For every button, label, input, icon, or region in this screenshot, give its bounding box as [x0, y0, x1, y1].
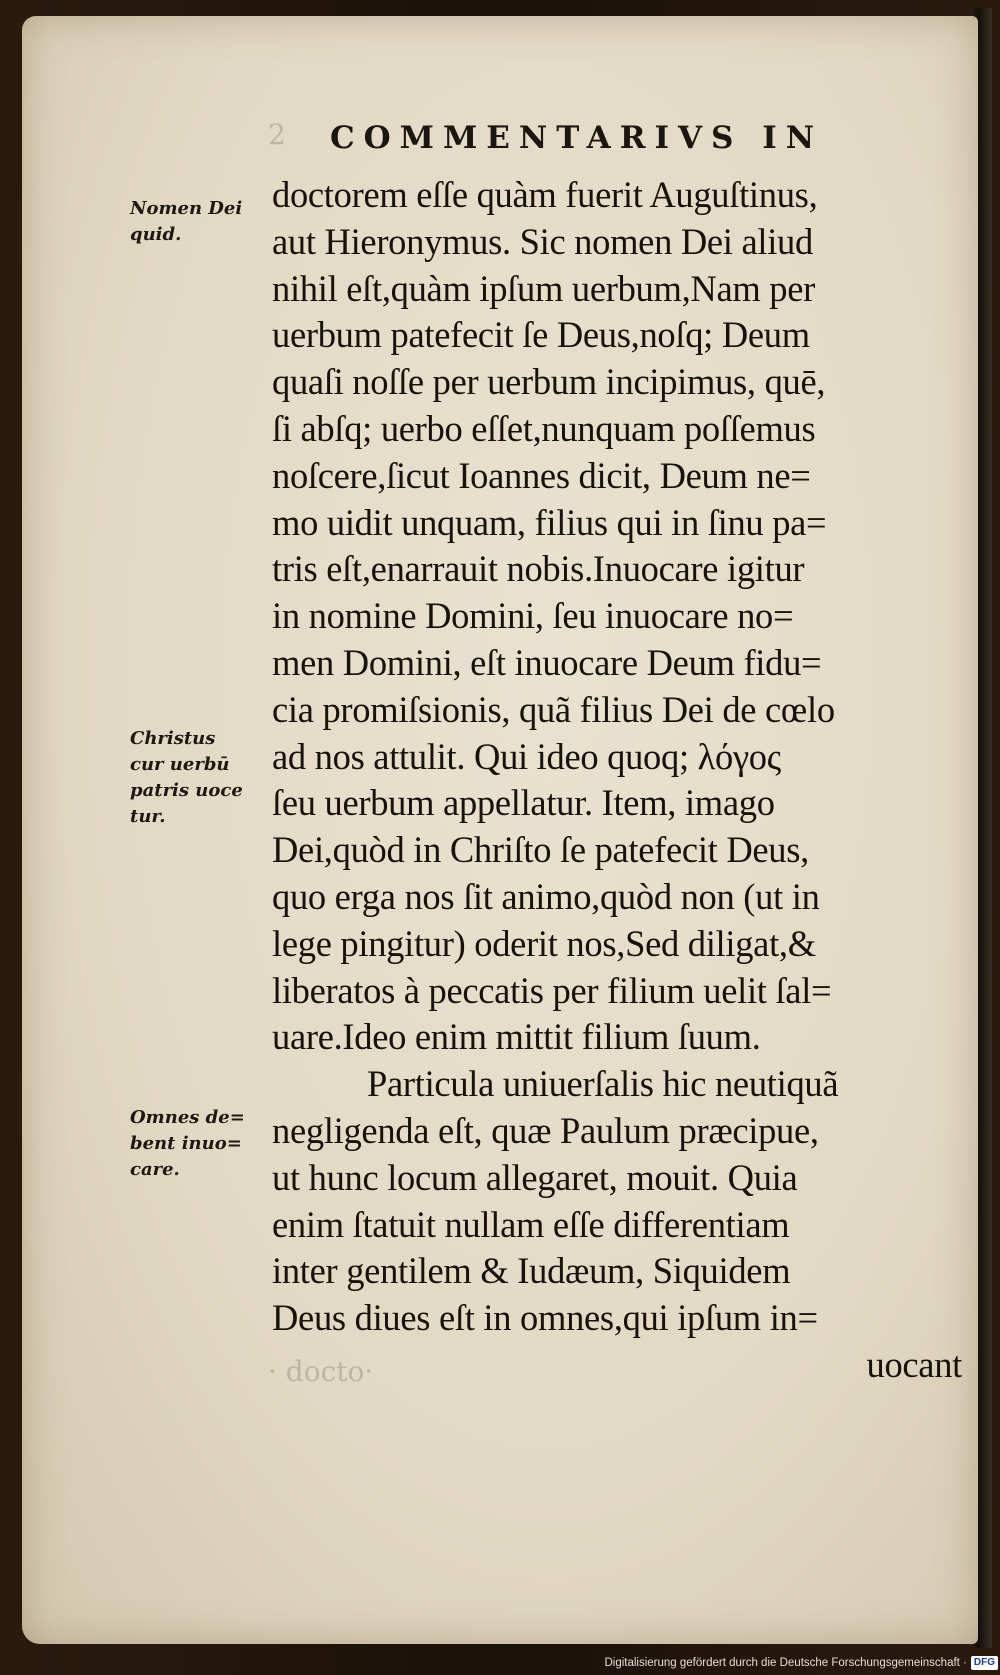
text-line: ſi abſq; uerbo eſſet,nunquam poſſemus	[272, 407, 816, 449]
margin-note-line: tur.	[130, 806, 166, 827]
margin-note-omnes	[130, 1105, 272, 1183]
margin-note-line: patris uoce	[130, 780, 243, 801]
margin-note-line: Omnes de=	[130, 1107, 245, 1128]
text-line: quo erga nos ſit animo,quòd non (ut in	[272, 875, 820, 917]
text-line: noſcere,ſicut Ioannes dicit, Deum ne=	[272, 454, 811, 496]
catchword: uocant	[866, 1343, 962, 1385]
margin-note-line: bent inuo=	[130, 1133, 242, 1154]
text-line: liberatos à peccatis per filium uelit ſal=	[272, 969, 832, 1011]
text-line: men Domini, eſt inuocare Deum fidu=	[272, 641, 822, 683]
text-line: Deus diues eſt in omnes,qui ipſum in=	[272, 1297, 818, 1339]
text-line: enim ſtatuit nullam eſſe differentiam	[272, 1203, 790, 1245]
text-line: quaſi noſſe per uerbum incipimus, quē,	[272, 361, 826, 403]
margin-note-christus	[130, 726, 272, 830]
show-through-footer: · docto·	[268, 1355, 374, 1388]
margin-note-line: Nomen Dei	[130, 198, 243, 219]
digitization-credit	[600, 1653, 998, 1673]
margin-note-line: care.	[130, 1159, 180, 1180]
text-line: uare.Ideo enim mittit filium ſuum.	[272, 1016, 761, 1058]
margin-note-line: cur uerbū	[130, 754, 230, 775]
margin-note-nomen-dei	[130, 196, 272, 248]
text-line: Dei,quòd in Chriſto ſe patefecit Deus,	[272, 829, 809, 871]
text-line: negligenda eſt, quæ Paulum præcipue,	[272, 1109, 819, 1151]
text-line: tris eſt,enarrauit nobis.Inuocare igitur	[272, 548, 805, 590]
text-line: mo uidit unquam, filius qui in ſinu pa=	[272, 501, 827, 543]
text-line: ſeu uerbum appellatur. Item, imago	[272, 782, 775, 824]
text-line: aut Hieronymus. Sic nomen Dei aliud	[272, 220, 813, 262]
show-through-header: 2	[268, 118, 286, 151]
running-header: COMMENTARIVS IN	[330, 120, 824, 156]
text-line: ad nos attulit. Qui ideo quoq; λόγος	[272, 735, 781, 777]
text-line-paragraph-start: Particula uniuerſalis hic neutiquã	[367, 1063, 839, 1105]
text-line: ut hunc locum allegaret, mouit. Quia	[272, 1156, 798, 1198]
text-line: lege pingitur) oderit nos,Sed diligat,&	[272, 922, 816, 964]
margin-note-line: Christus	[130, 728, 216, 749]
text-line: nihil eſt,quàm ipſum uerbum,Nam per	[272, 267, 815, 309]
text-line: doctorem eſſe quàm fuerit Auguſtinus,	[272, 174, 818, 215]
margin-note-line: quid.	[130, 224, 182, 245]
body-text	[272, 172, 962, 1389]
text-line: uerbum patefecit ſe Deus,noſq; Deum	[272, 314, 810, 356]
dfg-logo: DFG	[971, 1656, 998, 1670]
text-line: in nomine Domini, ſeu inuocare no=	[272, 595, 794, 637]
text-line: cia promiſsionis, quã filius Dei de cœlo	[272, 688, 835, 730]
credit-text: Digitalisierung gefördert durch die Deutsche Forschungsgemeinschaft ·	[604, 1657, 967, 1669]
text-line: inter gentilem & Iudæum, Siquidem	[272, 1250, 791, 1292]
